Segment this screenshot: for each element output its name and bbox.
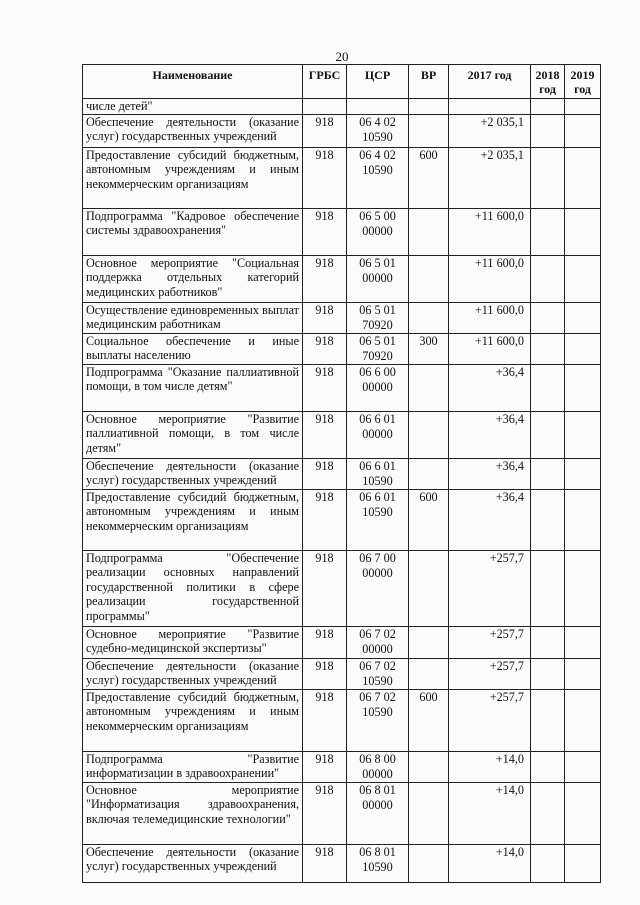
row-grbs-cell: 918 bbox=[303, 208, 347, 255]
row-grbs-cell bbox=[303, 99, 347, 115]
row-2018-cell bbox=[531, 458, 565, 489]
row-csr-cell: 06 7 00 00000 bbox=[347, 550, 409, 626]
row-name-cell: Обеспечение деятельности (оказание услуг) государственных учреждений bbox=[83, 844, 303, 882]
row-grbs-cell: 918 bbox=[303, 550, 347, 626]
row-2017-cell: +36,4 bbox=[449, 411, 531, 458]
row-csr-cell: 06 5 01 70920 bbox=[347, 302, 409, 333]
table-row bbox=[83, 844, 601, 882]
row-vr-cell bbox=[409, 99, 449, 115]
row-2017-cell: +14,0 bbox=[449, 844, 531, 882]
table-row bbox=[83, 689, 601, 751]
row-2019-cell bbox=[565, 489, 601, 550]
row-2018-cell bbox=[531, 550, 565, 626]
row-2019-cell bbox=[565, 658, 601, 689]
row-2017-cell: +257,7 bbox=[449, 626, 531, 658]
row-2018-cell bbox=[531, 689, 565, 751]
row-2017-cell: +257,7 bbox=[449, 689, 531, 751]
row-2017-cell: +2 035,1 bbox=[449, 147, 531, 208]
table-row bbox=[83, 458, 601, 489]
row-csr-cell: 06 6 01 10590 bbox=[347, 458, 409, 489]
row-2017-cell: +36,4 bbox=[449, 364, 531, 411]
row-name-cell: Основное мероприятие "Социальная поддержка отдельных категорий медицинских работников" bbox=[83, 255, 303, 302]
table-row bbox=[83, 114, 601, 147]
row-vr-cell: 600 bbox=[409, 689, 449, 751]
row-vr-cell: 300 bbox=[409, 333, 449, 364]
row-grbs-cell: 918 bbox=[303, 458, 347, 489]
header-row bbox=[83, 65, 601, 99]
column-header-name: Наименование bbox=[83, 65, 303, 99]
row-vr-cell: 600 bbox=[409, 147, 449, 208]
row-vr-cell bbox=[409, 411, 449, 458]
row-name-cell: числе детей" bbox=[83, 99, 303, 115]
row-2018-cell bbox=[531, 844, 565, 882]
row-vr-cell bbox=[409, 302, 449, 333]
row-grbs-cell: 918 bbox=[303, 333, 347, 364]
table-row bbox=[83, 782, 601, 844]
row-csr-cell: 06 7 02 10590 bbox=[347, 658, 409, 689]
row-csr-cell: 06 5 01 00000 bbox=[347, 255, 409, 302]
row-2017-cell: +11 600,0 bbox=[449, 255, 531, 302]
row-vr-cell bbox=[409, 751, 449, 782]
table-row bbox=[83, 147, 601, 208]
row-vr-cell bbox=[409, 255, 449, 302]
row-name-cell: Основное мероприятие "Информатизация здравоохранения, включая телемедицинские технологии" bbox=[83, 782, 303, 844]
row-vr-cell bbox=[409, 844, 449, 882]
row-csr-cell: 06 5 01 70920 bbox=[347, 333, 409, 364]
row-2019-cell bbox=[565, 208, 601, 255]
row-vr-cell bbox=[409, 550, 449, 626]
row-name-cell: Предоставление субсидий бюджетным, автономным учреждениям и иным некоммерческим организациям bbox=[83, 689, 303, 751]
row-csr-cell bbox=[347, 99, 409, 115]
row-grbs-cell: 918 bbox=[303, 364, 347, 411]
row-grbs-cell: 918 bbox=[303, 411, 347, 458]
table-row bbox=[83, 208, 601, 255]
row-name-cell: Предоставление субсидий бюджетным, автономным учреждениям и иным некоммерческим организациям bbox=[83, 489, 303, 550]
row-csr-cell: 06 4 02 10590 bbox=[347, 114, 409, 147]
row-grbs-cell: 918 bbox=[303, 751, 347, 782]
row-2018-cell bbox=[531, 114, 565, 147]
row-name-cell: Подпрограмма "Оказание паллиативной помощи, в том числе детям" bbox=[83, 364, 303, 411]
row-2019-cell bbox=[565, 364, 601, 411]
row-2018-cell bbox=[531, 255, 565, 302]
row-2017-cell: +11 600,0 bbox=[449, 302, 531, 333]
column-header-2019: 2019 год bbox=[565, 65, 601, 99]
row-name-cell: Обеспечение деятельности (оказание услуг) государственных учреждений bbox=[83, 658, 303, 689]
row-grbs-cell: 918 bbox=[303, 147, 347, 208]
page-number: 20 bbox=[335, 49, 349, 64]
row-csr-cell: 06 7 02 00000 bbox=[347, 626, 409, 658]
row-2019-cell bbox=[565, 844, 601, 882]
row-2018-cell bbox=[531, 626, 565, 658]
row-2017-cell: +257,7 bbox=[449, 658, 531, 689]
row-2019-cell bbox=[565, 782, 601, 844]
table-body bbox=[83, 99, 601, 883]
row-2017-cell: +14,0 bbox=[449, 782, 531, 844]
row-2019-cell bbox=[565, 333, 601, 364]
row-csr-cell: 06 6 01 00000 bbox=[347, 411, 409, 458]
row-csr-cell: 06 7 02 10590 bbox=[347, 689, 409, 751]
row-2019-cell bbox=[565, 550, 601, 626]
row-grbs-cell: 918 bbox=[303, 658, 347, 689]
row-2017-cell: +2 035,1 bbox=[449, 114, 531, 147]
row-name-cell: Подпрограмма "Обеспечение реализации основных направлений государственной политики в сфере реализации государственной программы" bbox=[83, 550, 303, 626]
row-vr-cell bbox=[409, 208, 449, 255]
row-name-cell: Предоставление субсидий бюджетным, автономным учреждениям и иным некоммерческим организациям bbox=[83, 147, 303, 208]
row-name-cell: Обеспечение деятельности (оказание услуг) государственных учреждений bbox=[83, 458, 303, 489]
budget-table bbox=[82, 64, 601, 883]
table-row bbox=[83, 489, 601, 550]
row-vr-cell: 600 bbox=[409, 489, 449, 550]
row-2017-cell: +36,4 bbox=[449, 458, 531, 489]
table-row bbox=[83, 411, 601, 458]
row-grbs-cell: 918 bbox=[303, 782, 347, 844]
table-row bbox=[83, 751, 601, 782]
table-header bbox=[83, 65, 601, 99]
row-name-cell: Подпрограмма "Кадровое обеспечение системы здравоохранения" bbox=[83, 208, 303, 255]
row-vr-cell bbox=[409, 658, 449, 689]
table-row bbox=[83, 658, 601, 689]
row-2017-cell: +14,0 bbox=[449, 751, 531, 782]
row-grbs-cell: 918 bbox=[303, 302, 347, 333]
row-2018-cell bbox=[531, 411, 565, 458]
row-2017-cell: +257,7 bbox=[449, 550, 531, 626]
table-row bbox=[83, 99, 601, 115]
row-2018-cell bbox=[531, 99, 565, 115]
row-name-cell: Основное мероприятие "Развитие судебно-медицинской экспертизы" bbox=[83, 626, 303, 658]
row-csr-cell: 06 6 01 10590 bbox=[347, 489, 409, 550]
row-grbs-cell: 918 bbox=[303, 689, 347, 751]
row-name-cell: Основное мероприятие "Развитие паллиативной помощи, в том числе детям" bbox=[83, 411, 303, 458]
row-2017-cell: +11 600,0 bbox=[449, 208, 531, 255]
row-csr-cell: 06 6 00 00000 bbox=[347, 364, 409, 411]
row-csr-cell: 06 5 00 00000 bbox=[347, 208, 409, 255]
row-2017-cell: +11 600,0 bbox=[449, 333, 531, 364]
row-2018-cell bbox=[531, 751, 565, 782]
row-2018-cell bbox=[531, 364, 565, 411]
row-name-cell: Подпрограмма "Развитие информатизации в здравоохранении" bbox=[83, 751, 303, 782]
table-row bbox=[83, 333, 601, 364]
row-name-cell: Осуществление единовременных выплат медицинским работникам bbox=[83, 302, 303, 333]
row-vr-cell bbox=[409, 114, 449, 147]
row-2019-cell bbox=[565, 751, 601, 782]
row-2019-cell bbox=[565, 147, 601, 208]
row-2018-cell bbox=[531, 333, 565, 364]
row-2018-cell bbox=[531, 782, 565, 844]
row-2018-cell bbox=[531, 208, 565, 255]
column-header-2017: 2017 год bbox=[449, 65, 531, 99]
row-2018-cell bbox=[531, 302, 565, 333]
row-2019-cell bbox=[565, 255, 601, 302]
column-header-vr: ВР bbox=[409, 65, 449, 99]
table-row bbox=[83, 302, 601, 333]
row-2019-cell bbox=[565, 411, 601, 458]
table-row bbox=[83, 550, 601, 626]
row-vr-cell bbox=[409, 364, 449, 411]
row-2019-cell bbox=[565, 458, 601, 489]
row-grbs-cell: 918 bbox=[303, 844, 347, 882]
column-header-grbs: ГРБС bbox=[303, 65, 347, 99]
row-name-cell: Обеспечение деятельности (оказание услуг) государственных учреждений bbox=[83, 114, 303, 147]
row-2019-cell bbox=[565, 626, 601, 658]
row-grbs-cell: 918 bbox=[303, 255, 347, 302]
row-2019-cell bbox=[565, 99, 601, 115]
row-2019-cell bbox=[565, 302, 601, 333]
row-2018-cell bbox=[531, 658, 565, 689]
row-name-cell: Социальное обеспечение и иные выплаты населению bbox=[83, 333, 303, 364]
row-vr-cell bbox=[409, 458, 449, 489]
row-grbs-cell: 918 bbox=[303, 114, 347, 147]
row-2019-cell bbox=[565, 114, 601, 147]
row-2019-cell bbox=[565, 689, 601, 751]
column-header-2018: 2018 год bbox=[531, 65, 565, 99]
row-2018-cell bbox=[531, 147, 565, 208]
table-row bbox=[83, 364, 601, 411]
row-grbs-cell: 918 bbox=[303, 489, 347, 550]
row-vr-cell bbox=[409, 782, 449, 844]
row-2017-cell: +36,4 bbox=[449, 489, 531, 550]
row-grbs-cell: 918 bbox=[303, 626, 347, 658]
row-csr-cell: 06 8 00 00000 bbox=[347, 751, 409, 782]
row-2018-cell bbox=[531, 489, 565, 550]
table-row bbox=[83, 626, 601, 658]
row-csr-cell: 06 8 01 00000 bbox=[347, 782, 409, 844]
table-row bbox=[83, 255, 601, 302]
column-header-csr: ЦСР bbox=[347, 65, 409, 99]
row-2017-cell bbox=[449, 99, 531, 115]
row-vr-cell bbox=[409, 626, 449, 658]
row-csr-cell: 06 8 01 10590 bbox=[347, 844, 409, 882]
row-csr-cell: 06 4 02 10590 bbox=[347, 147, 409, 208]
